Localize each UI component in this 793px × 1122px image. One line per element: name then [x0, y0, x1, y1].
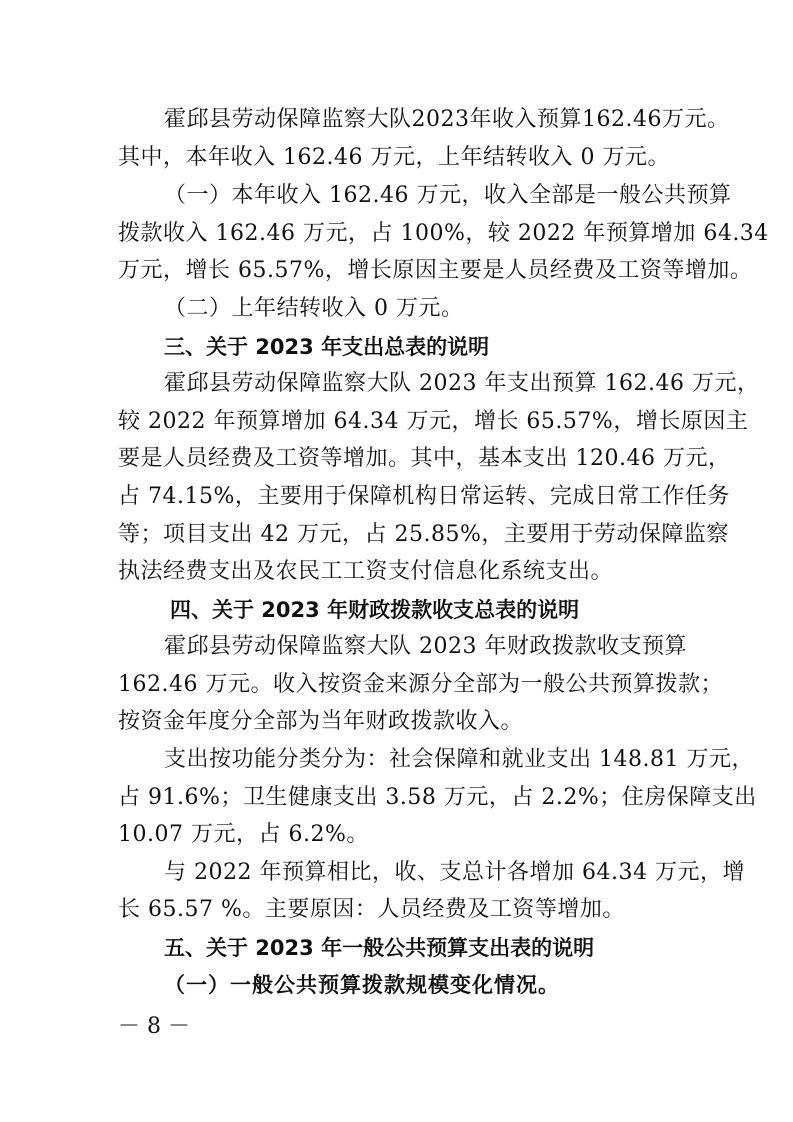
- section-heading-3: 三、关于 2023 年支出总表的说明: [164, 335, 490, 359]
- paragraph-line: 支出按功能分类分为：社会保障和就业支出 148.81 万元，: [164, 747, 754, 772]
- paragraph-line: 拨款收入 162.46 万元，占 100%，较 2022 年预算增加 64.34: [118, 221, 769, 246]
- paragraph-line: （一）本年收入 162.46 万元，收入全部是一般公共预算: [164, 183, 732, 208]
- paragraph-line: 按资金年度分全部为当年财政拨款收入。: [118, 709, 524, 734]
- paragraph-line: 长 65.57 %。主要原因：人员经费及工资等增加。: [118, 897, 625, 922]
- paragraph-line: 要是人员经费及工资等增加。其中，基本支出 120.46 万元，: [118, 446, 731, 471]
- paragraph-line: 10.07 万元，占 6.2%。: [118, 822, 369, 847]
- paragraph-line: 等；项目支出 42 万元，占 25.85%，主要用于劳动保障监察: [118, 522, 729, 547]
- paragraph-line: 占 74.15%，主要用于保障机构日常运转、完成日常工作任务: [118, 484, 730, 509]
- paragraph-line: 占 91.6%；卫生健康支出 3.58 万元，占 2.2%；住房保障支出: [118, 785, 757, 810]
- paragraph-line: 与 2022 年预算相比，收、支总计各增加 64.34 万元，增: [164, 860, 745, 885]
- section-heading-5: 五、关于 2023 年一般公共预算支出表的说明: [164, 936, 595, 960]
- page-number: － 8 －: [118, 1014, 190, 1039]
- paragraph-line: 较 2022 年预算增加 64.34 万元，增长 65.57%，增长原因主: [118, 409, 749, 434]
- paragraph-line: 162.46 万元。收入按资金来源分全部为一般公共预算拨款；: [118, 672, 723, 697]
- paragraph-line: 霍邱县劳动保障监察大队 2023 年财政拨款收支预算: [164, 634, 687, 659]
- paragraph-line: 其中，本年收入 162.46 万元，上年结转收入 0 万元。: [118, 145, 670, 170]
- paragraph-line: 霍邱县劳动保障监察大队 2023 年支出预算 162.46 万元，: [164, 371, 760, 396]
- paragraph-line: 执法经费支出及农民工工资支付信息化系统支出。: [118, 559, 614, 584]
- paragraph-line: 霍邱县劳动保障监察大队2023年收入预算162.46万元。: [164, 107, 730, 132]
- paragraph-line: （二）上年结转收入 0 万元。: [164, 296, 464, 321]
- section-heading-4: 四、关于 2023 年财政拨款收支总表的说明: [170, 598, 580, 622]
- sub-heading: （一）一般公共预算拨款规模变化情况。: [164, 973, 560, 997]
- paragraph-line: 万元，增长 65.57%，增长原因主要是人员经费及工资等增加。: [118, 258, 753, 283]
